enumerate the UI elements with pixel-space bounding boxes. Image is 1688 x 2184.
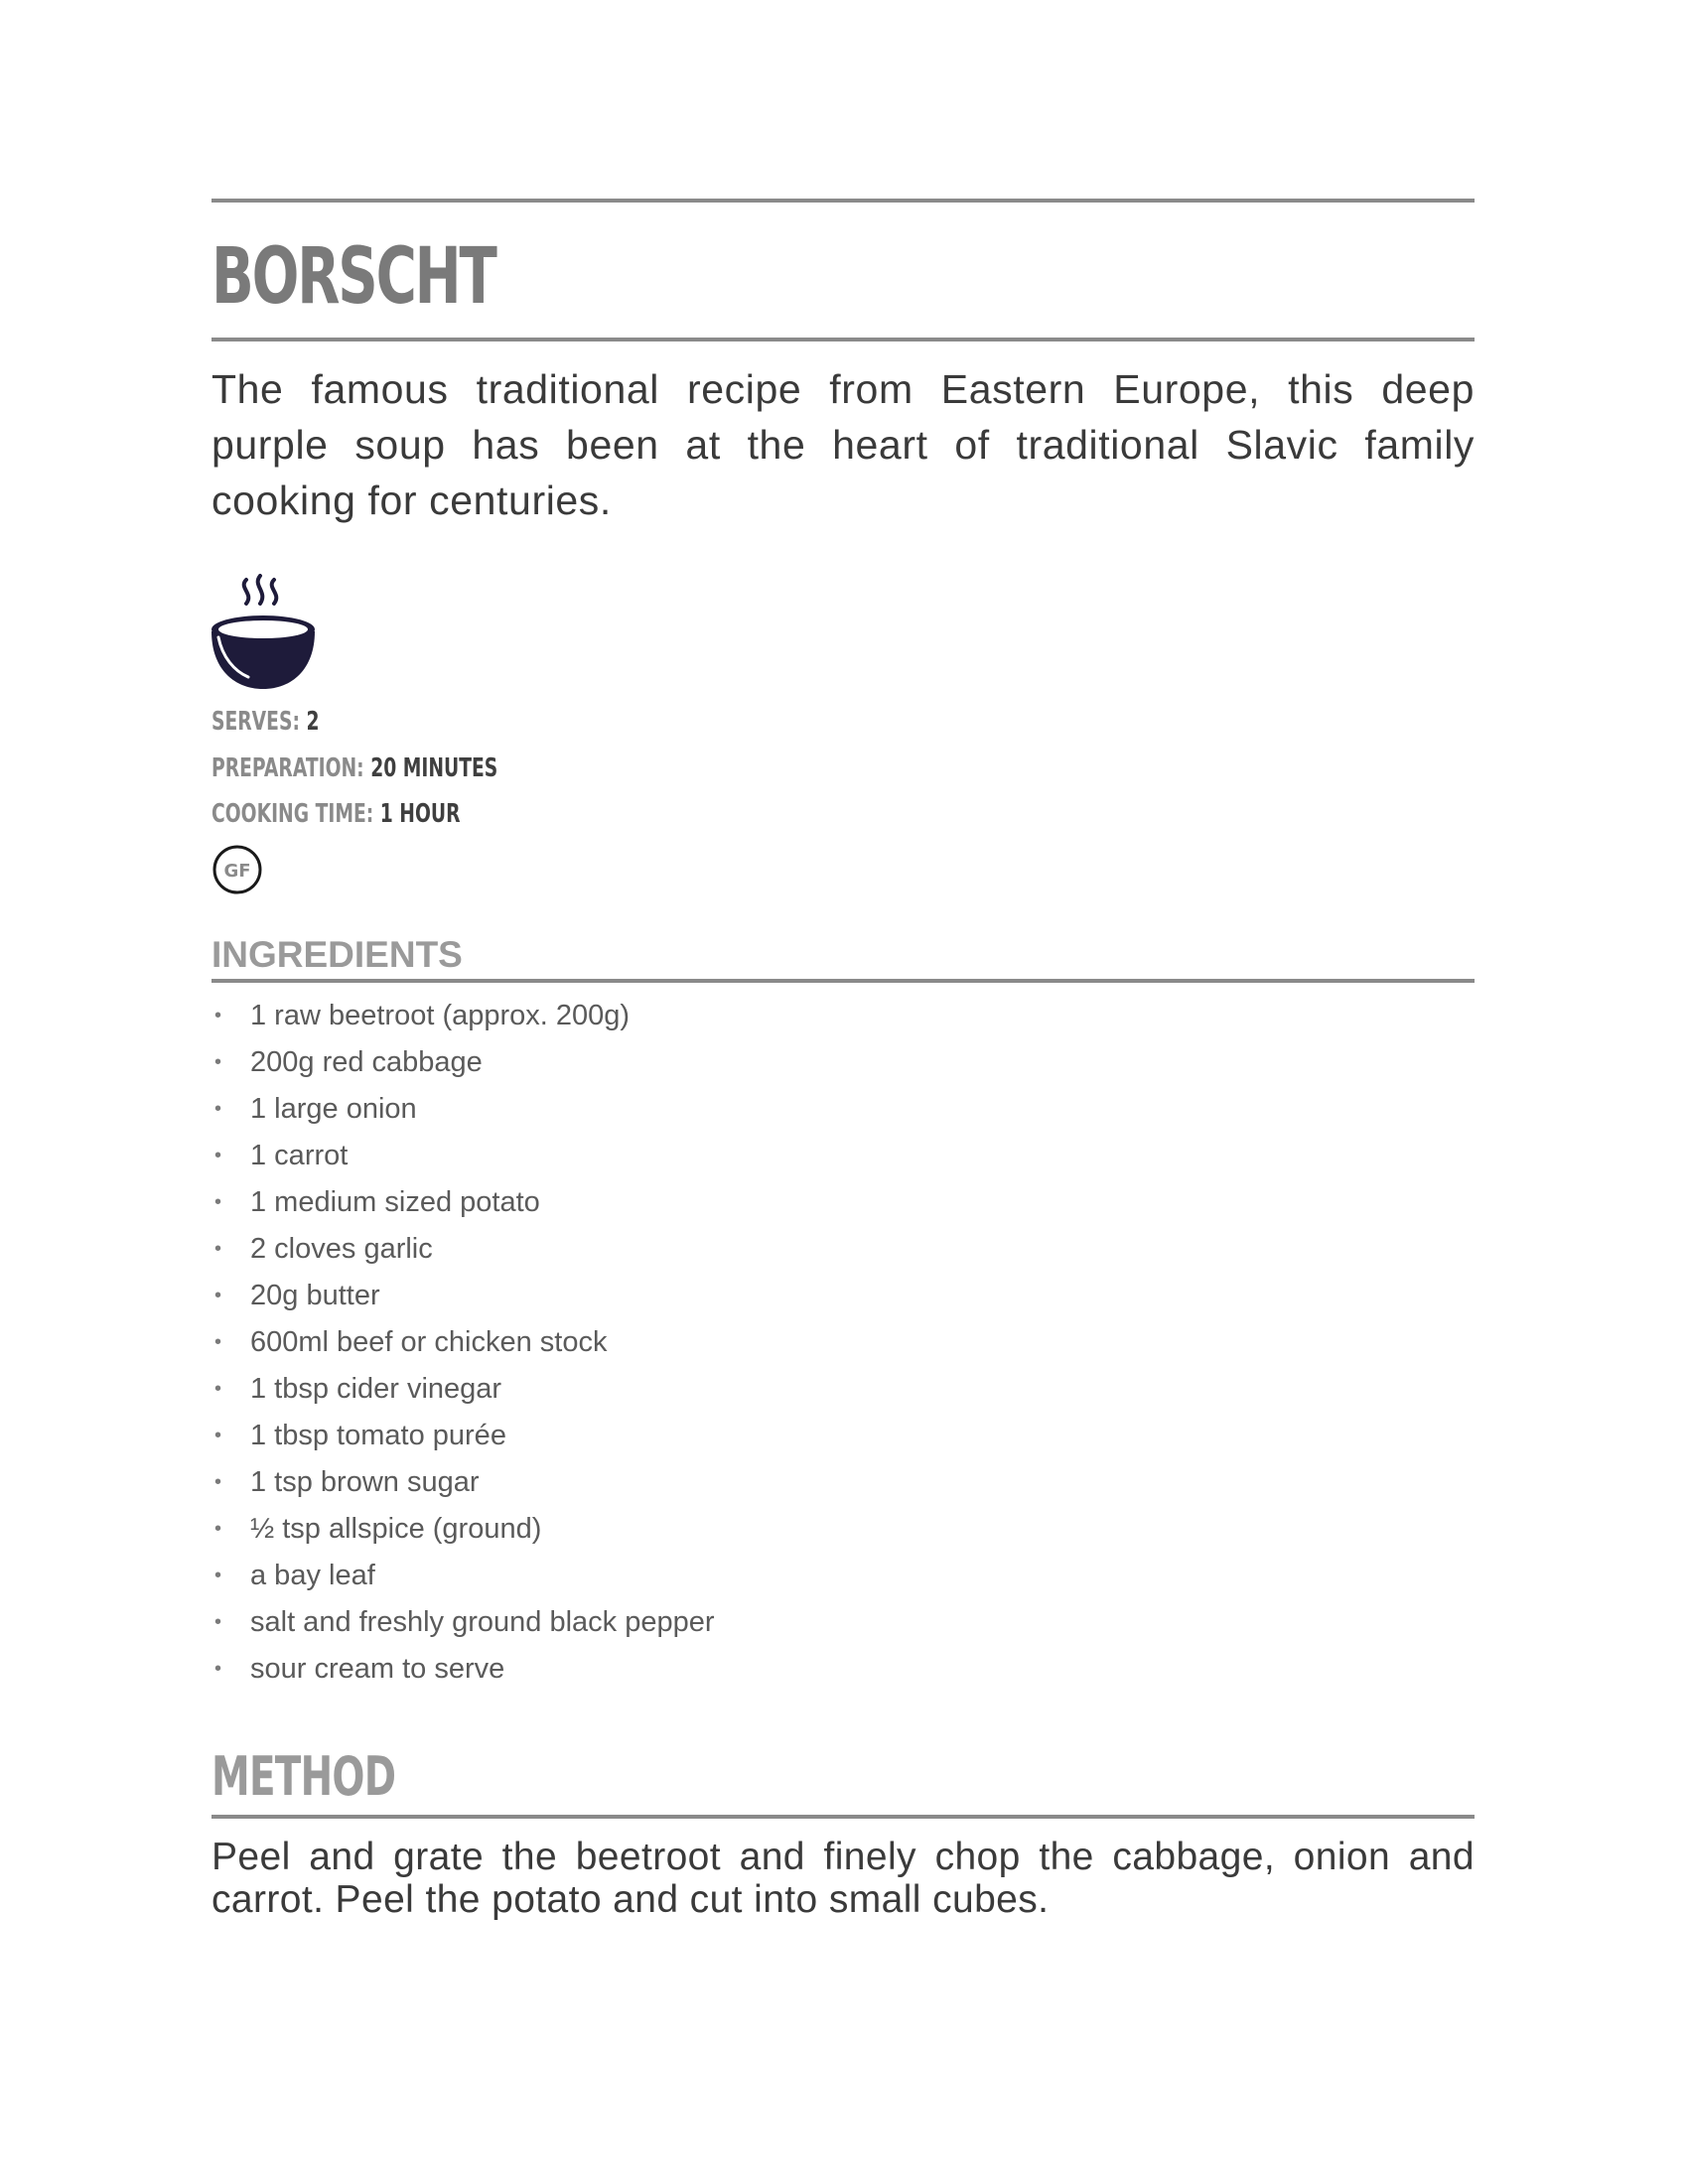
ingredient-item: • 1 tbsp cider vinegar bbox=[211, 1366, 1475, 1413]
ingredient-item: • 1 tbsp tomato purée bbox=[211, 1413, 1475, 1459]
method-heading: METHOD bbox=[211, 1745, 396, 1808]
ingredients-list bbox=[211, 993, 1475, 1693]
cooking-time-label: COOKING TIME: bbox=[211, 799, 374, 829]
recipe-intro: The famous traditional recipe from Eastern Europe, this deep purple soup has been at the heart of traditional Slavic family cooking for centuries. bbox=[211, 366, 1475, 523]
ingredient-item: • salt and freshly ground black pepper bbox=[211, 1599, 1475, 1646]
ingredient-item: • 1 medium sized potato bbox=[211, 1179, 1475, 1226]
method-text: Peel and grate the beetroot and finely chop the cabbage, onion and carrot. Peel the potato and cut into small cubes. bbox=[211, 1836, 1475, 1921]
ingredients-heading: INGREDIENTS bbox=[211, 934, 463, 975]
ingredient-item: • a bay leaf bbox=[211, 1553, 1475, 1599]
title-rule bbox=[211, 338, 1475, 341]
ingredient-item: • 20g butter bbox=[211, 1273, 1475, 1319]
top-rule bbox=[211, 199, 1475, 203]
ingredient-item: • 200g red cabbage bbox=[211, 1039, 1475, 1086]
preparation-label: PREPARATION: bbox=[211, 753, 364, 783]
recipe-title: BORSCHT bbox=[211, 232, 495, 322]
ingredient-item: • 2 cloves garlic bbox=[211, 1226, 1475, 1273]
ingredient-item: • sour cream to serve bbox=[211, 1646, 1475, 1693]
ingredient-item: • 1 carrot bbox=[211, 1133, 1475, 1179]
serves-info bbox=[211, 709, 319, 735]
gluten-free-badge-icon bbox=[211, 844, 263, 895]
steaming-bowl-icon bbox=[211, 574, 316, 691]
cooking-time-info bbox=[211, 801, 460, 827]
serves-label: SERVES: bbox=[211, 707, 300, 737]
gf-badge-text: GF bbox=[223, 861, 251, 882]
ingredient-item: • 1 large onion bbox=[211, 1086, 1475, 1133]
ingredient-item: • 600ml beef or chicken stock bbox=[211, 1319, 1475, 1366]
ingredient-item: • 1 tsp brown sugar bbox=[211, 1459, 1475, 1506]
cooking-time-value: 1 HOUR bbox=[379, 799, 461, 829]
ingredients-rule bbox=[211, 979, 1475, 983]
ingredient-item: • ½ tsp allspice (ground) bbox=[211, 1506, 1475, 1553]
preparation-info bbox=[211, 755, 497, 781]
method-rule bbox=[211, 1815, 1475, 1819]
ingredient-item: • 1 raw beetroot (approx. 200g) bbox=[211, 993, 1475, 1039]
serves-value: 2 bbox=[306, 707, 320, 737]
preparation-value: 20 MINUTES bbox=[370, 753, 498, 783]
